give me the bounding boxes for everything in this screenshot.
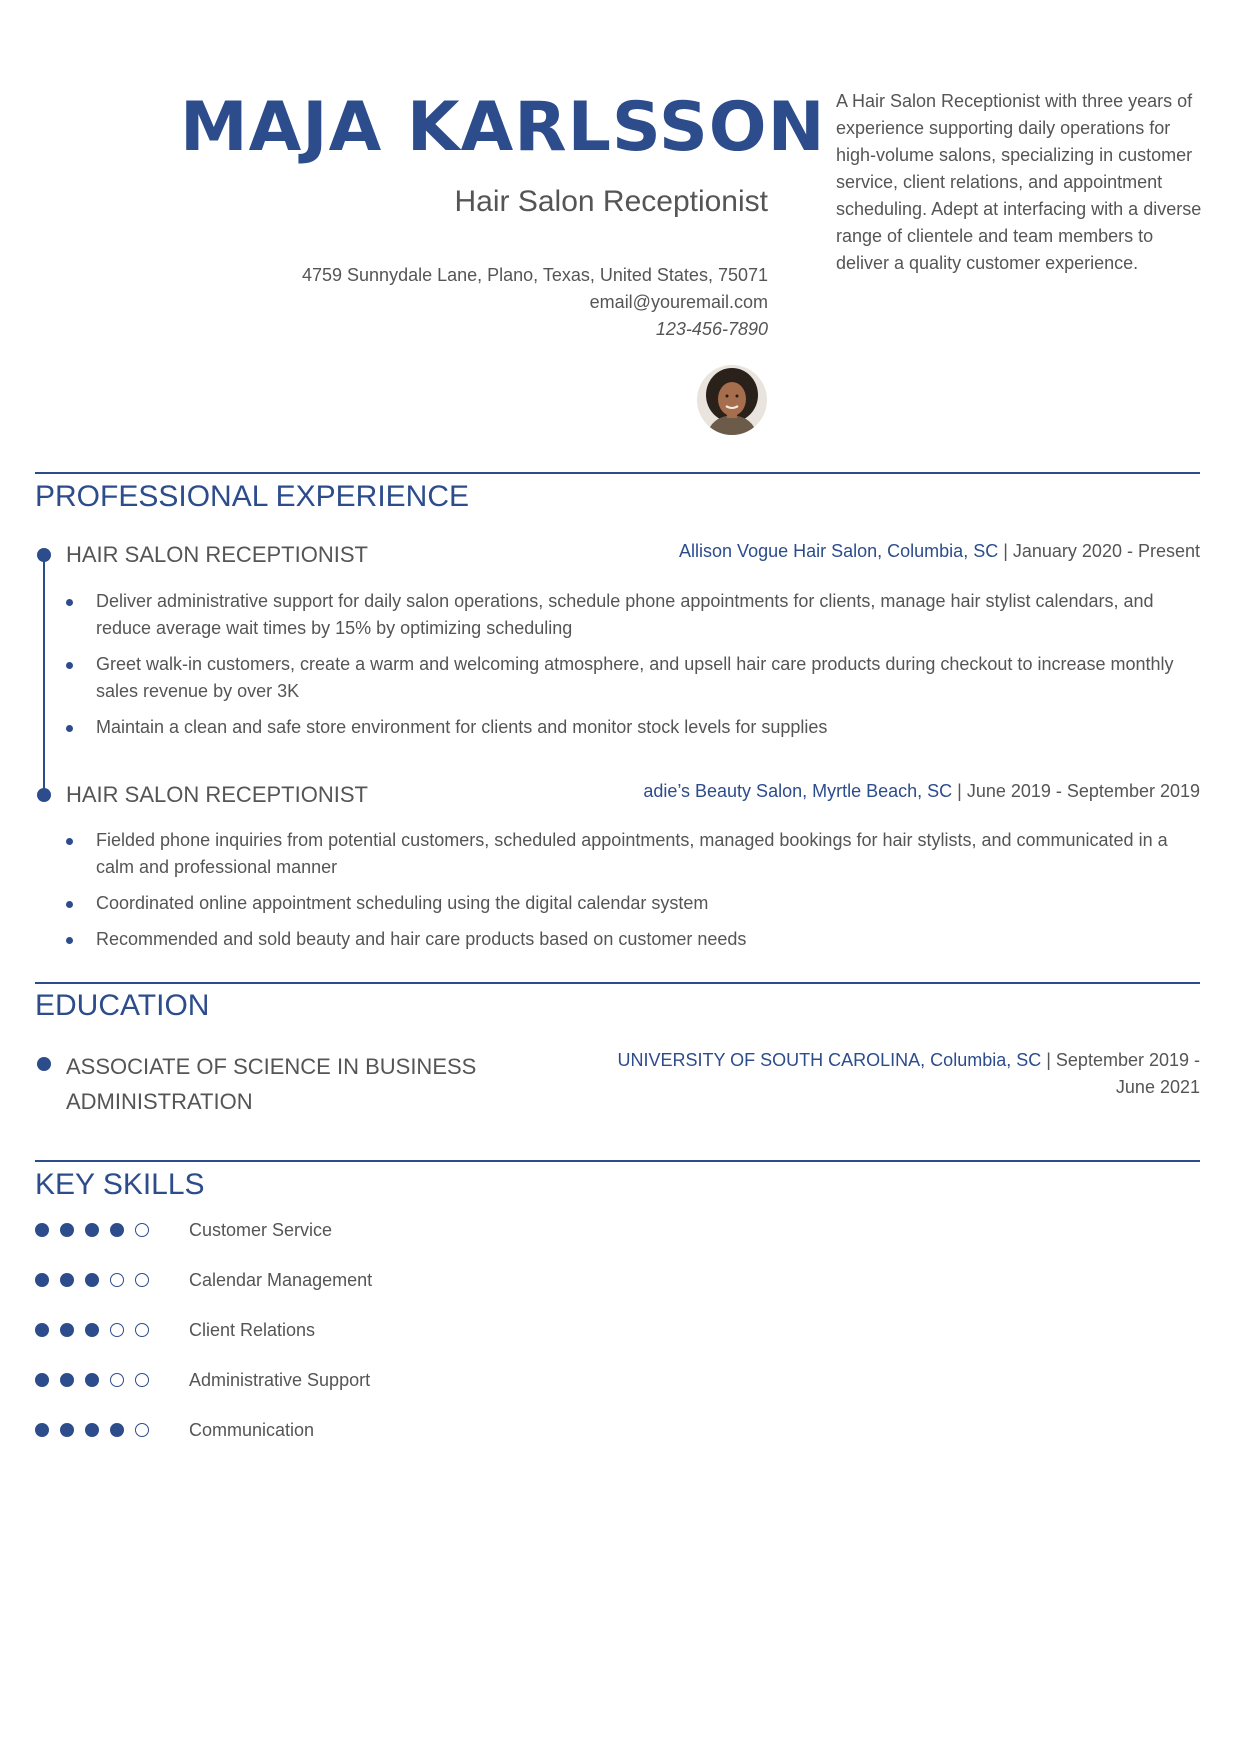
rating-dot-filled-icon	[85, 1323, 99, 1337]
rating-dot-filled-icon	[35, 1423, 49, 1437]
rating-dot-filled-icon	[110, 1223, 124, 1237]
skill-name: Customer Service	[189, 1220, 333, 1240]
skill-row	[35, 1216, 635, 1246]
list-item	[66, 651, 1206, 705]
rating-dot-empty-icon	[135, 1273, 149, 1287]
phone: 123-456-7890	[655, 319, 768, 339]
rating-dot-filled-icon	[60, 1273, 74, 1287]
rating-dot-filled-icon	[85, 1273, 99, 1287]
bullet-text: Greet walk-in customers, create a warm and welcoming atmosphere, and upsell hair care products during checkout to increase monthly sales revenue by over 3K	[96, 654, 1174, 701]
job-bullets	[66, 827, 1206, 962]
rating-dot-filled-icon	[110, 1423, 124, 1437]
list-item	[66, 926, 1206, 953]
job-dates: | June 2019 - September 2019	[952, 781, 1200, 801]
rating-dot-empty-icon	[135, 1423, 149, 1437]
section-divider	[35, 472, 1200, 474]
rating-dot-empty-icon	[110, 1373, 124, 1387]
job-title: HAIR SALON RECEPTIONIST	[66, 542, 368, 567]
candidate-name: MAJA KARLSSON	[180, 88, 826, 167]
rating-dot-empty-icon	[135, 1373, 149, 1387]
bullet-icon	[66, 937, 73, 944]
section-title-experience: PROFESSIONAL EXPERIENCE	[35, 480, 470, 513]
bullet-icon	[66, 599, 73, 606]
skill-row	[35, 1266, 635, 1296]
avatar-photo-icon	[697, 365, 767, 435]
rating-dot-empty-icon	[110, 1273, 124, 1287]
education-meta	[600, 1047, 1200, 1101]
timeline-line	[43, 555, 45, 795]
skill-name: Administrative Support	[189, 1370, 371, 1390]
timeline-dot	[37, 1057, 51, 1071]
skill-row	[35, 1316, 635, 1346]
job-dates: | January 2020 - Present	[998, 541, 1200, 561]
rating-dot-filled-icon	[35, 1223, 49, 1237]
section-title-skills: KEY SKILLS	[35, 1168, 205, 1201]
job-bullets	[66, 588, 1206, 750]
rating-dot-empty-icon	[110, 1323, 124, 1337]
skill-name: Client Relations	[189, 1320, 316, 1340]
degree: ASSOCIATE OF SCIENCE IN BUSINESS ADMINISTRATION	[66, 1054, 477, 1114]
bullet-text: Deliver administrative support for daily salon operations, schedule phone appointments for clients, manage hair stylist calendars, and reduce average wait times by 15% by optimizing scheduling	[96, 591, 1154, 638]
bullet-icon	[66, 901, 73, 908]
section-divider	[35, 1160, 1200, 1162]
rating-dot-filled-icon	[85, 1423, 99, 1437]
skill-name: Calendar Management	[189, 1270, 373, 1290]
bullet-icon	[66, 725, 73, 732]
rating-dot-filled-icon	[60, 1323, 74, 1337]
bullet-text: Maintain a clean and safe store environment for clients and monitor stock levels for supplies	[96, 717, 828, 737]
job-title: HAIR SALON RECEPTIONIST	[66, 782, 368, 807]
rating-dot-filled-icon	[60, 1373, 74, 1387]
candidate-title: Hair Salon Receptionist	[454, 185, 768, 218]
rating-dot-filled-icon	[35, 1323, 49, 1337]
rating-dot-filled-icon	[35, 1373, 49, 1387]
rating-dot-filled-icon	[35, 1273, 49, 1287]
job-meta	[679, 538, 1200, 565]
bullet-text: Recommended and sold beauty and hair care products based on customer needs	[96, 929, 747, 949]
contact-block	[180, 262, 768, 343]
email: email@youremail.com	[589, 292, 768, 312]
rating-dot-filled-icon	[85, 1223, 99, 1237]
section-title-education: EDUCATION	[35, 989, 210, 1022]
section-divider	[35, 982, 1200, 984]
skill-row	[35, 1416, 635, 1446]
rating-dot-filled-icon	[85, 1373, 99, 1387]
avatar	[697, 365, 767, 435]
bullet-text: Coordinated online appointment scheduling using the digital calendar system	[96, 893, 709, 913]
skill-name: Communication	[189, 1420, 315, 1440]
bullet-icon	[66, 662, 73, 669]
list-item	[66, 827, 1206, 881]
rating-dot-filled-icon	[60, 1423, 74, 1437]
school: UNIVERSITY OF SOUTH CAROLINA, Columbia, SC	[617, 1050, 1042, 1070]
list-item	[66, 588, 1206, 642]
bullet-text: Fielded phone inquiries from potential customers, scheduled appointments, managed bookings for hair stylists, and communicated in a calm and professional manner	[96, 830, 1168, 877]
skill-row	[35, 1366, 635, 1396]
education-dates: | September 2019 - June 2021	[1041, 1050, 1200, 1097]
address: 4759 Sunnydale Lane, Plano, Texas, United States, 75071	[301, 265, 768, 285]
list-item	[66, 714, 1206, 741]
employer: Allison Vogue Hair Salon, Columbia, SC	[679, 541, 999, 561]
rating-dot-filled-icon	[60, 1223, 74, 1237]
rating-dot-empty-icon	[135, 1223, 149, 1237]
bullet-icon	[66, 838, 73, 845]
timeline-dot	[37, 548, 51, 562]
rating-dot-empty-icon	[135, 1323, 149, 1337]
timeline-dot	[37, 788, 51, 802]
summary: A Hair Salon Receptionist with three years of experience supporting daily operations for high-volume salons, specializing in customer service, client relations, and appointment scheduling. Adept at interfacing with a diverse range of clientele and team members to deliver a quality customer experience.	[836, 91, 1202, 273]
list-item	[66, 890, 1206, 917]
job-meta	[643, 778, 1200, 805]
employer: adie’s Beauty Salon, Myrtle Beach, SC	[643, 781, 953, 801]
